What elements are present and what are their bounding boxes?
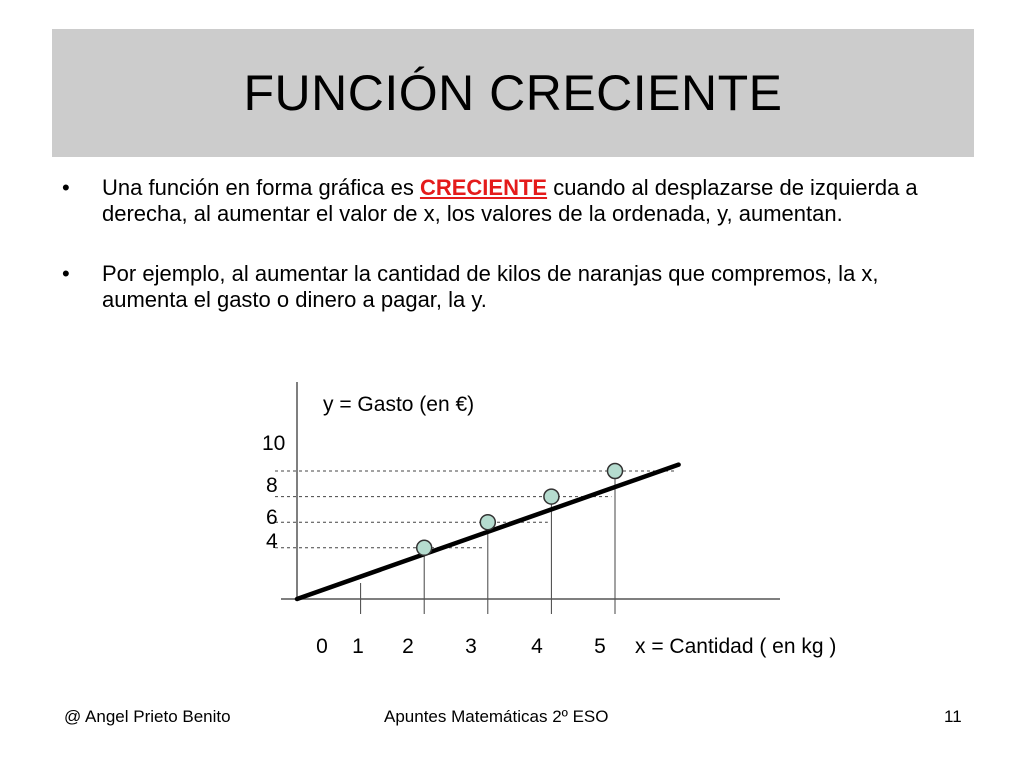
data-point-x5 [608, 464, 623, 479]
y-tick-label-10: 10 [262, 432, 286, 455]
x-tick-label-4: 4 [531, 635, 543, 658]
x-tick-label-1: 1 [352, 635, 364, 658]
x-tick-label-2: 2 [402, 635, 414, 658]
data-points [417, 464, 623, 556]
bullet-1-text-start: Una función en forma gráfica es [102, 175, 420, 200]
y-tick-label-8: 8 [266, 474, 278, 497]
guide-lines [275, 471, 675, 614]
y-axis-label: y = Gasto (en €) [323, 393, 475, 416]
x-axis-label: x = Cantidad ( en kg ) [635, 635, 837, 658]
bullet-2-text: Por ejemplo, al aumentar la cantidad de kilos de naranjas que compremos, la x, aumenta el gasto o dinero a pagar, la y. [102, 261, 879, 312]
data-point-x3 [480, 515, 495, 530]
tick-labels [262, 432, 606, 658]
slide-title: FUNCIÓN CRECIENTE [243, 65, 783, 121]
data-point-x4 [544, 489, 559, 504]
x-tick-label-5: 5 [594, 635, 606, 658]
creciente-highlight: CRECIENTE [419, 175, 548, 200]
footer-course: Apuntes Matemáticas 2º ESO [384, 707, 609, 726]
footer-page-number: 11 [944, 707, 962, 726]
y-tick-label-4: 4 [266, 530, 278, 553]
x-tick-label-3: 3 [465, 635, 477, 658]
footer-author: @ Angel Prieto Benito [64, 707, 231, 726]
data-point-x2 [417, 540, 432, 555]
bullet-1-text-end: cuando al desplazarse de izquierda a derecha, al aumentar el valor de x, los valores de la ordenada, y, aumentan. [102, 175, 918, 226]
x-tick-label-0: 0 [316, 635, 328, 658]
y-tick-label-6: 6 [266, 506, 278, 529]
